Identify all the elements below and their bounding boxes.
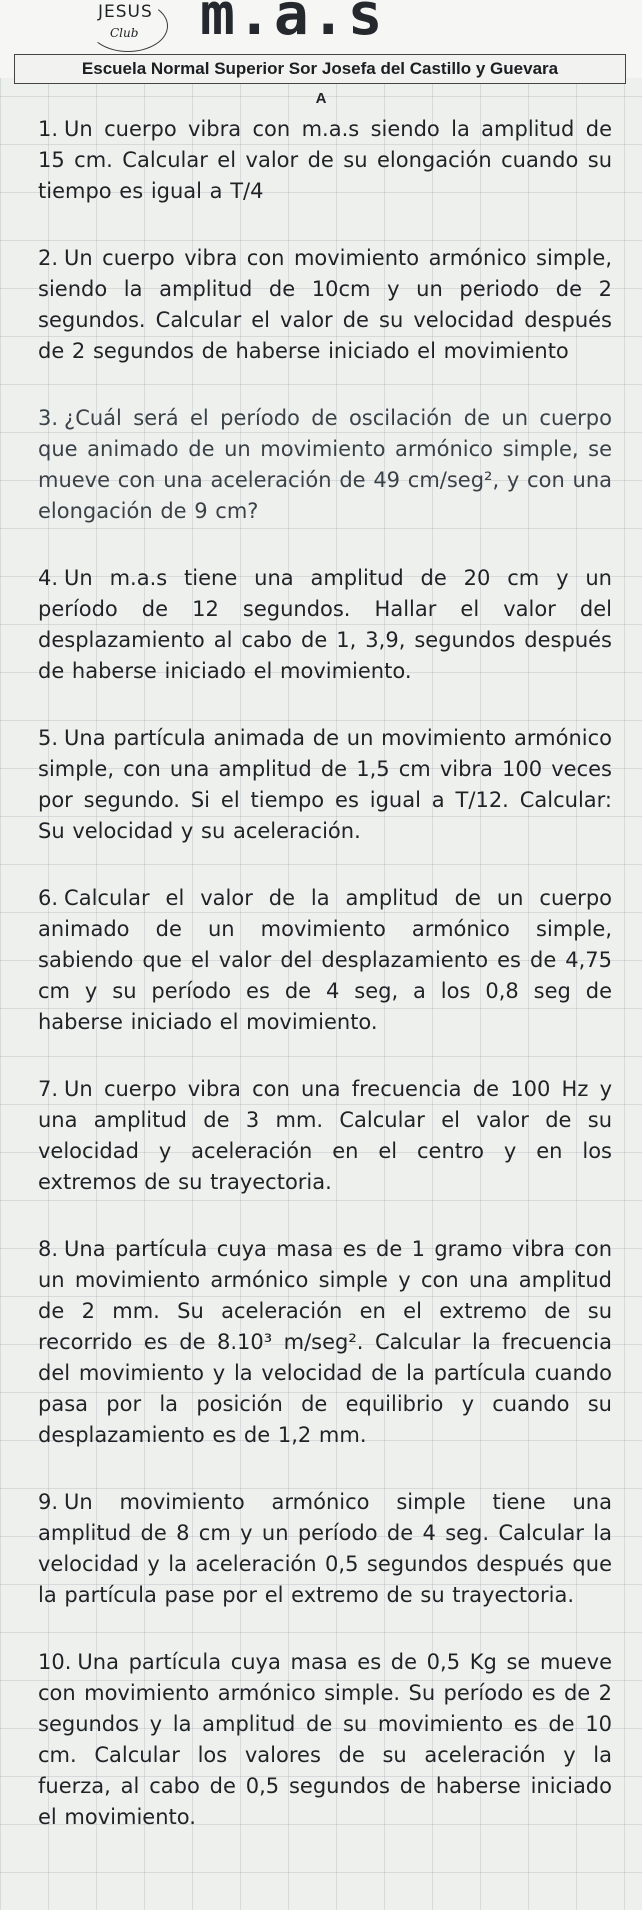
problem-6 [38,883,612,1038]
problem-8 [38,1234,612,1451]
problem-number: 2. [38,246,59,270]
logo-top-text: JESUS [98,2,153,22]
school-name-box: Escuela Normal Superior Sor Josefa del Castillo y Guevara [14,54,626,84]
problem-number: 10. [38,1650,72,1674]
problem-7 [38,1074,612,1198]
club-logo [88,0,168,52]
problem-text: Una partícula animada de un movimiento armónico simple, con una amplitud de 1,5 cm vibra 100 veces por segundo. Si el tiempo es igual a T/12. Calcular: Su velocidad y su aceleración. [38,726,612,843]
problem-number: 6. [38,886,59,910]
problem-number: 1. [38,117,59,141]
section-letter: A [315,90,327,107]
problem-list [38,114,612,1869]
problem-number: 4. [38,566,59,590]
problem-text: Un cuerpo vibra con m.a.s siendo la amplitud de 15 cm. Calcular el valor de su elongación cuando su tiempo es igual a T/4 [38,117,612,203]
problem-3 [38,403,612,527]
problem-number: 3. [38,406,59,430]
problem-number: 5. [38,726,59,750]
problem-text: Un cuerpo vibra con una frecuencia de 100 Hz y una amplitud de 3 mm. Calcular el valor de su velocidad y aceleración en el centro y en los extremos de su trayectoria. [38,1077,612,1194]
problem-number: 8. [38,1237,59,1261]
problem-number: 9. [38,1490,59,1514]
problem-text: ¿Cuál será el período de oscilación de un cuerpo que animado de un movimiento armónico simple, se mueve con una aceleración de 49 cm/seg², y con una elongación de 9 cm? [38,406,612,523]
problem-4 [38,563,612,687]
problem-10 [38,1647,612,1833]
problem-text: Calcular el valor de la amplitud de un cuerpo animado de un movimiento armónico simple, sabiendo que el valor del desplazamiento es de 4,75 cm y su período es de 4 seg, a los 0,8 seg de haberse iniciado el movimiento. [38,886,612,1034]
problem-text: Una partícula cuya masa es de 1 gramo vibra con un movimiento armónico simple y con una amplitud de 2 mm. Su aceleración en el extremo de su recorrido es de 8.10³ m/seg². Calcular la frecuencia del movimiento y la velocidad de la partícula cuando pasa por la posición de equilibrio y cuando su desplazamiento es de 1,2 mm. [38,1237,612,1447]
problem-5 [38,723,612,847]
page-title: m.a.s [200,0,385,48]
problem-1 [38,114,612,207]
problem-9 [38,1487,612,1611]
problem-text: Una partícula cuya masa es de 0,5 Kg se mueve con movimiento armónico simple. Su período es de 2 segundos y la amplitud de su movimiento es de 10 cm. Calcular los valores de su aceleración y la fuerza, al cabo de 0,5 segundos de haberse iniciado el movimiento. [38,1650,612,1829]
problem-text: Un movimiento armónico simple tiene una amplitud de 8 cm y un período de 4 seg. Calcular la velocidad y la aceleración 0,5 segundos después que la partícula pase por el extremo de su trayectoria. [38,1490,612,1607]
problem-2 [38,243,612,367]
problem-number: 7. [38,1077,59,1101]
problem-text: Un m.a.s tiene una amplitud de 20 cm y un período de 12 segundos. Hallar el valor del desplazamiento al cabo de 1, 3,9, segundos después de haberse iniciado el movimiento. [38,566,612,683]
logo-bottom-text: Club [110,26,139,40]
problem-text: Un cuerpo vibra con movimiento armónico simple, siendo la amplitud de 10cm y un periodo de 2 segundos. Calcular el valor de su velocidad después de 2 segundos de haberse iniciado el movimiento [38,246,612,363]
